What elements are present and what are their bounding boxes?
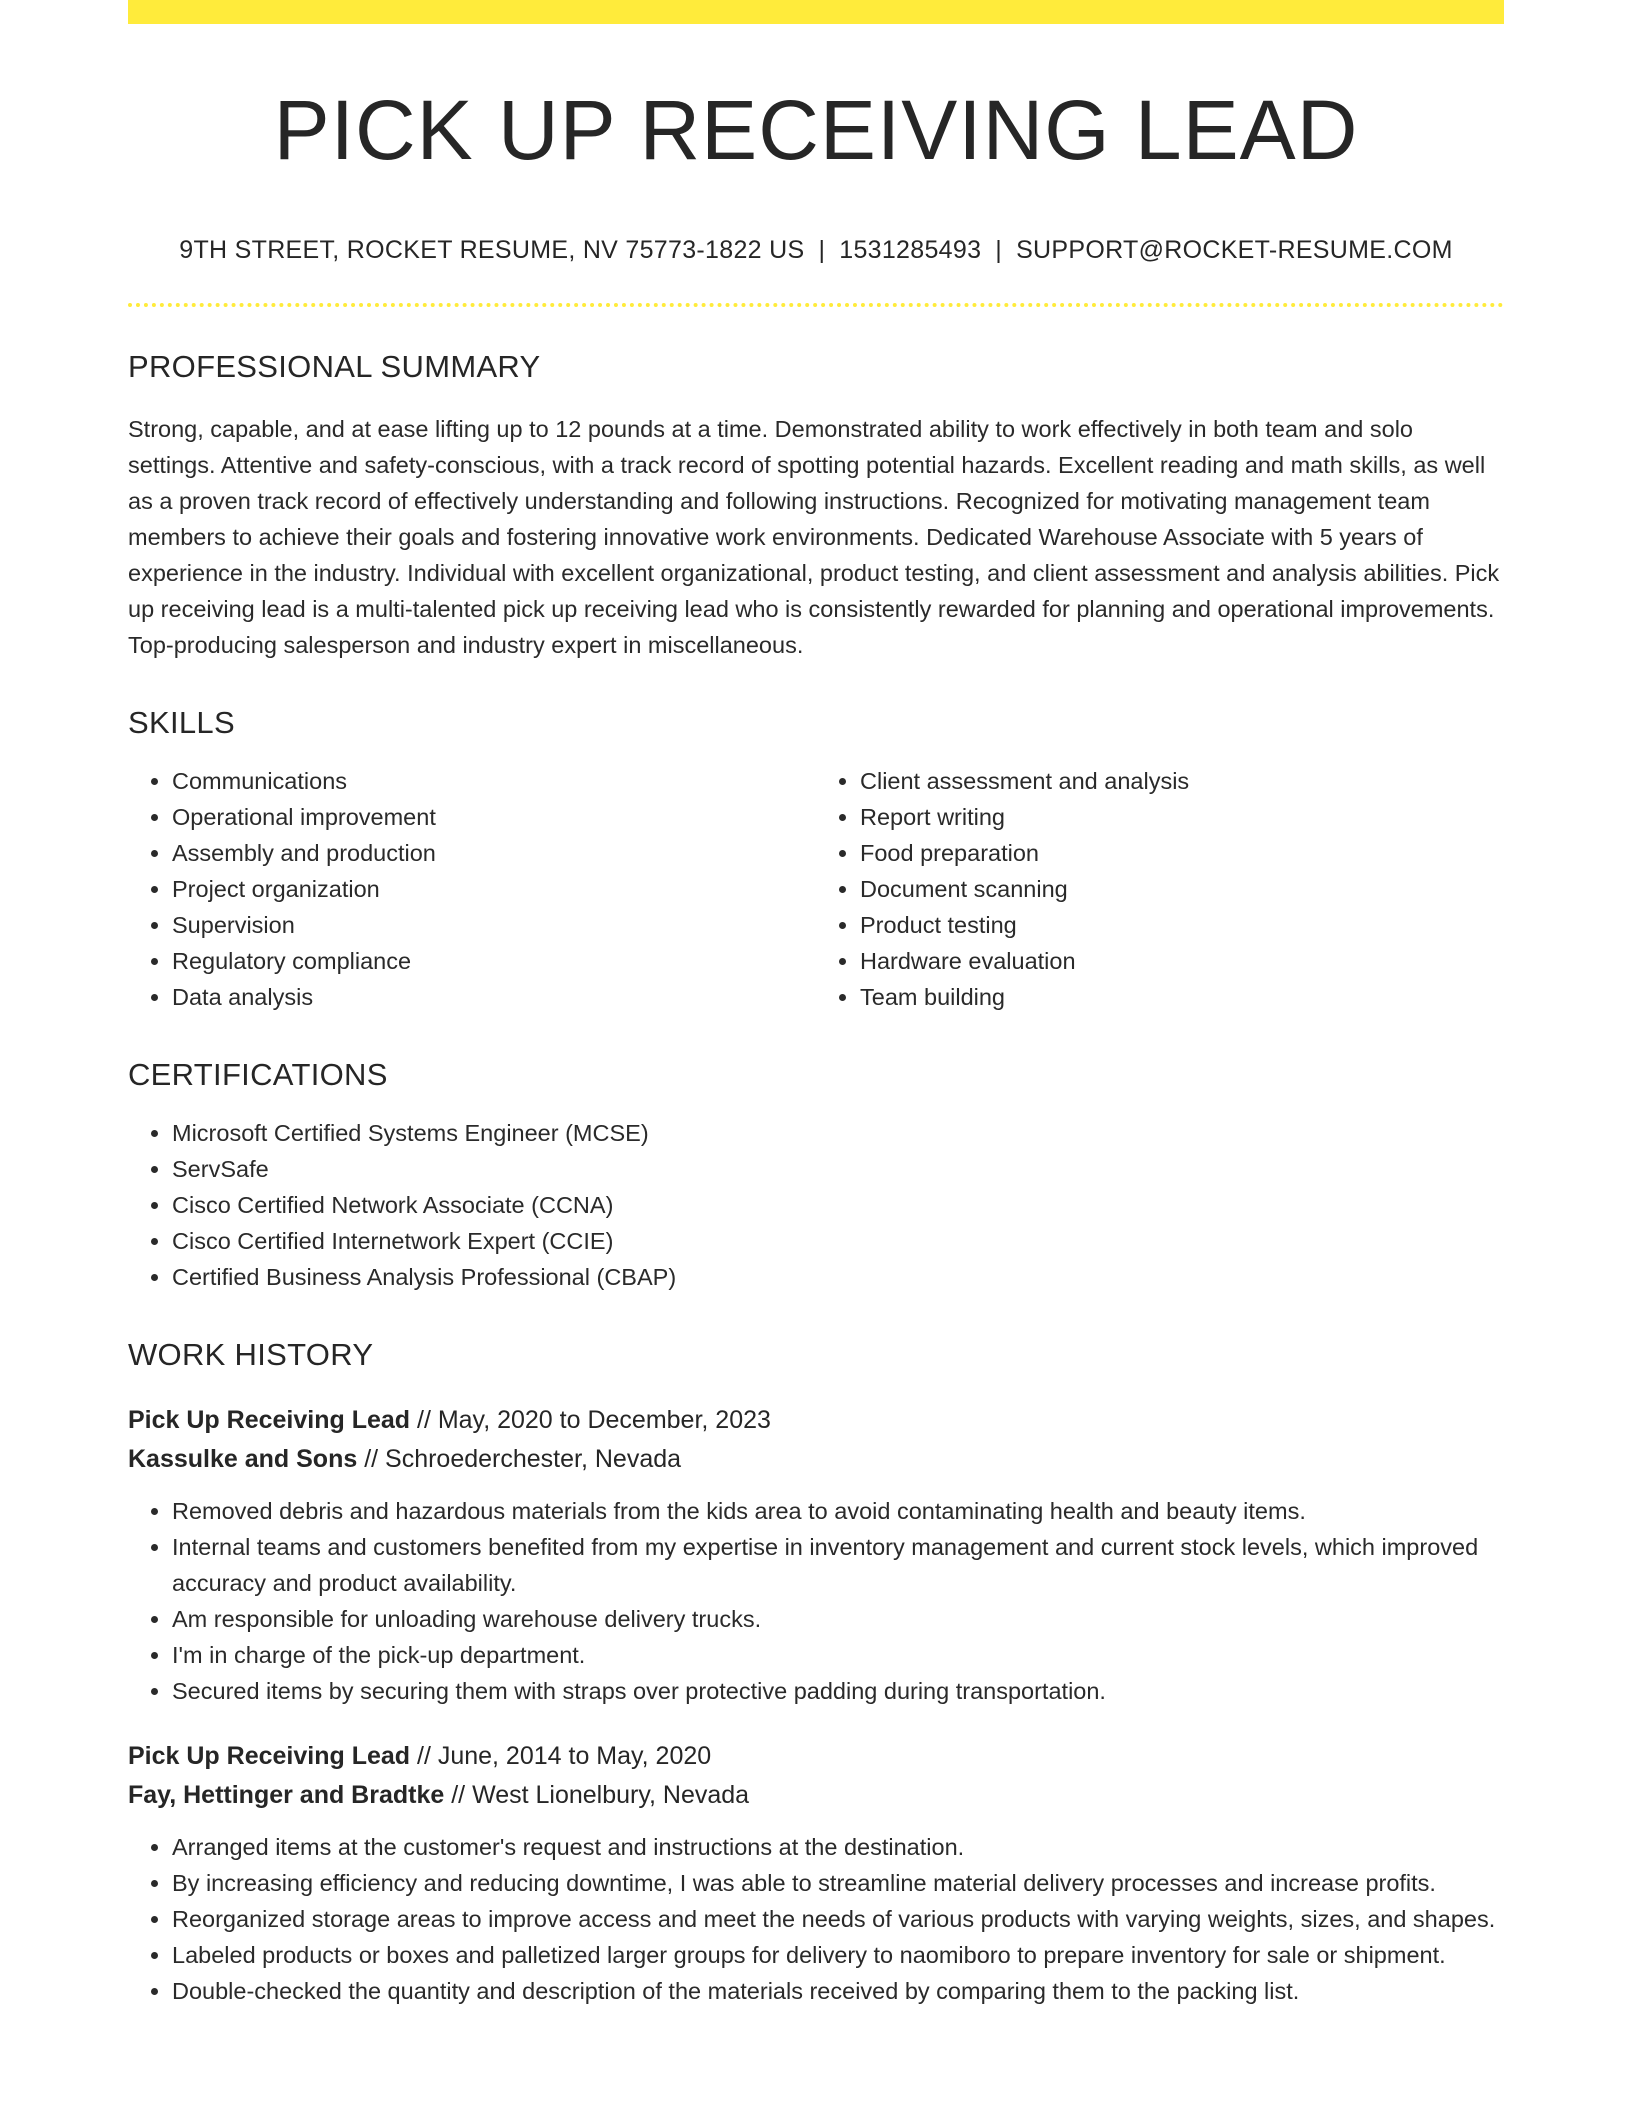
certification-item: • Cisco Certified Network Associate (CCNA)	[172, 1187, 1504, 1223]
skill-item: • Document scanning	[860, 871, 1504, 907]
dotted-divider	[128, 303, 1504, 307]
job-title-line	[128, 1737, 1504, 1776]
job-header	[128, 1401, 1504, 1479]
job-entry	[128, 1737, 1504, 2009]
certification-item: • Cisco Certified Internetwork Expert (CCIE)	[172, 1223, 1504, 1259]
job-bullet: • Arranged items at the customer's request and instructions at the destination.	[172, 1829, 1504, 1865]
skills-column-left	[128, 763, 816, 1015]
skill-item: • Communications	[172, 763, 816, 799]
certification-item: • Certified Business Analysis Professional (CBAP)	[172, 1259, 1504, 1295]
job-header	[128, 1737, 1504, 1815]
job-title-line	[128, 1401, 1504, 1440]
certification-item: • Microsoft Certified Systems Engineer (MCSE)	[172, 1115, 1504, 1151]
skills-list	[128, 763, 1504, 1015]
job-bullet: • Labeled products or boxes and palletized larger groups for delivery to naomiboro to prepare inventory for sale or shipment.	[172, 1937, 1504, 1973]
job-bullet: • Am responsible for unloading warehouse delivery trucks.	[172, 1601, 1504, 1637]
certifications-heading: CERTIFICATIONS	[128, 1057, 388, 1093]
job-dates: // May, 2020 to December, 2023	[410, 1406, 771, 1435]
top-accent-bar	[128, 0, 1504, 24]
job-dates: // June, 2014 to May, 2020	[410, 1742, 712, 1771]
summary-heading: PROFESSIONAL SUMMARY	[128, 349, 541, 385]
job-title: Pick Up Receiving Lead	[128, 1406, 411, 1435]
certification-item: • ServSafe	[172, 1151, 1504, 1187]
skills-heading: SKILLS	[128, 705, 235, 741]
skill-item: • Team building	[860, 979, 1504, 1015]
skill-item: • Client assessment and analysis	[860, 763, 1504, 799]
job-bullet: • Double-checked the quantity and description of the materials received by comparing them to the packing list.	[172, 1973, 1504, 2009]
job-title: Pick Up Receiving Lead	[128, 1742, 411, 1771]
job-bullets	[128, 1829, 1504, 2009]
skill-item: • Report writing	[860, 799, 1504, 835]
job-location: // West Lionelbury, Nevada	[444, 1781, 750, 1810]
skill-item: • Product testing	[860, 907, 1504, 943]
skill-item: • Operational improvement	[172, 799, 816, 835]
skill-item: • Food preparation	[860, 835, 1504, 871]
job-bullet: • By increasing efficiency and reducing downtime, I was able to streamline material delivery processes and increase profits.	[172, 1865, 1504, 1901]
skill-item: • Hardware evaluation	[860, 943, 1504, 979]
certifications-list	[128, 1115, 1504, 1295]
contact-separator: |	[818, 236, 826, 265]
summary-text: Strong, capable, and at ease lifting up to 12 pounds at a time. Demonstrated ability to work effectively in both team and solo settings. Attentive and safety-conscious, with a track record of spotting potential hazards. Excellent reading and math skills, as well as a proven track record of effectively understanding and following instructions. Recognized for motivating management team members to achieve their goals and fostering innovative work environments. Dedicated Warehouse Associate with 5 years of experience in the industry. Individual with excellent organizational, product testing, and client assessment and analysis abilities. Pick up receiving lead is a multi-talented pick up receiving lead who is consistently rewarded for planning and operational improvements. Top-producing salesperson and industry expert in miscellaneous.	[128, 416, 1500, 659]
resume-page	[128, 0, 1504, 2009]
skill-item: • Supervision	[172, 907, 816, 943]
skill-item: • Assembly and production	[172, 835, 816, 871]
job-entry	[128, 1401, 1504, 1709]
job-bullet: • Reorganized storage areas to improve access and meet the needs of various products with varying weights, sizes, and shapes.	[172, 1901, 1504, 1937]
contact-line	[128, 236, 1504, 265]
contact-phone: 1531285493	[839, 236, 982, 265]
page-title: PICK UP RECEIVING LEAD	[273, 83, 1359, 177]
job-company: Kassulke and Sons	[128, 1445, 358, 1474]
job-company: Fay, Hettinger and Bradtke	[128, 1781, 445, 1810]
skill-item: • Project organization	[172, 871, 816, 907]
job-bullet: • I'm in charge of the pick-up department.	[172, 1637, 1504, 1673]
skill-item: • Data analysis	[172, 979, 816, 1015]
job-bullets	[128, 1493, 1504, 1709]
skills-column-right	[816, 763, 1504, 1015]
job-bullet: • Removed debris and hazardous materials from the kids area to avoid contaminating health and beauty items.	[172, 1493, 1504, 1529]
job-company-line	[128, 1440, 1504, 1479]
job-bullet: • Secured items by securing them with straps over protective padding during transportation.	[172, 1673, 1504, 1709]
work-history-heading: WORK HISTORY	[128, 1337, 374, 1373]
job-location: // Schroederchester, Nevada	[357, 1445, 682, 1474]
contact-email: SUPPORT@ROCKET-RESUME.COM	[1016, 236, 1453, 265]
job-bullet: • Internal teams and customers benefited from my expertise in inventory management and current stock levels, which improved accuracy and product availability.	[172, 1529, 1504, 1601]
contact-separator: |	[995, 236, 1003, 265]
job-company-line	[128, 1776, 1504, 1815]
contact-address: 9TH STREET, ROCKET RESUME, NV 75773-1822 US	[179, 236, 805, 265]
skill-item: • Regulatory compliance	[172, 943, 816, 979]
